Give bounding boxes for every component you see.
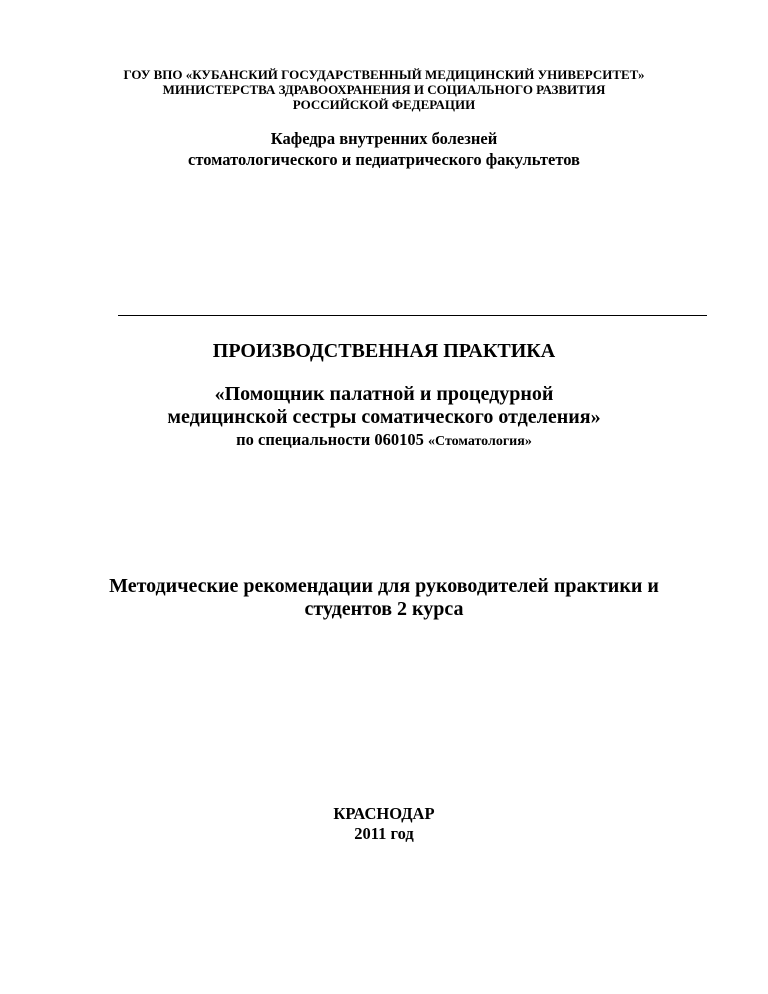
specialty-line [0,432,768,449]
recommendations-line-2: студентов 2 курса [304,598,464,620]
specialty-name: «Стоматология» [428,434,532,449]
horizontal-rule [118,315,707,316]
subtitle-line-2: медицинской сестры соматического отделения» [167,406,601,428]
institution-line-1: ГОУ ВПО «КУБАНСКИЙ ГОСУДАРСТВЕННЫЙ МЕДИЦИНСКИЙ УНИВЕРСИТЕТ» [123,67,645,82]
year: 2011 год [354,824,414,843]
institution-line-2: МИНИСТЕРСТВА ЗДРАВООХРАНЕНИЯ И СОЦИАЛЬНОГО РАЗВИТИЯ [162,82,606,97]
recommendations-line-1: Методические рекомендации для руководителей практики и [109,575,659,597]
subtitle-line-1: «Помощник палатной и процедурной [214,383,554,405]
document-title: ПРОИЗВОДСТВЕННАЯ ПРАКТИКА [212,340,556,362]
department-line-2: стоматологического и педиатрического факультетов [188,150,580,169]
city: КРАСНОДАР [333,804,435,823]
department-line-1: Кафедра внутренних болезней [270,129,498,148]
specialty-prefix: по специальности 060105 [236,430,429,449]
institution-line-3: РОССИЙСКОЙ ФЕДЕРАЦИИ [292,97,476,112]
